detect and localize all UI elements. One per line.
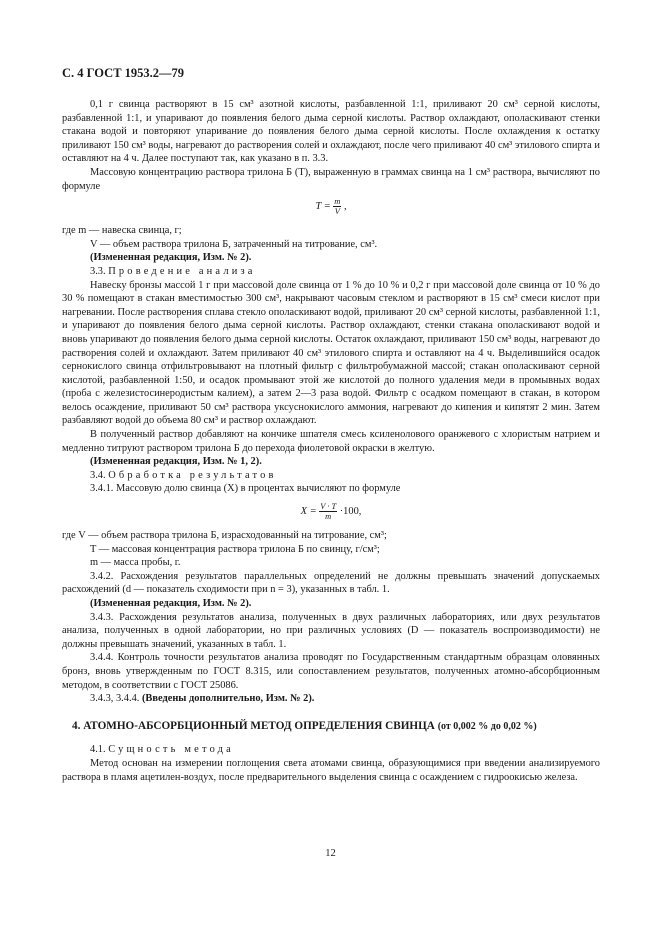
formula-lead-denominator: m	[325, 512, 332, 522]
where-m2-line: m — масса пробы, г.	[90, 557, 181, 569]
paragraph-lead-dissolution: 0,1 г свинца растворяют в 15 см³ азотной кислоты, разбавленной 1:1, приливают 20 см³ серной кислоты, разбавленной 1:1, и упаривают до появления белого дыма серной кислоты. Раствор охлаждают, ополаскивают стенки стакана водой и повторяют упаривание до появления белого дыма серной кислоты. После охлаждения к остатку приливают 150 см³ воды, нагревают до растворения солей и охлаждают, после чего приливают 40 см³ этилового спирта и оставляют на 4 ч. Далее поступают так, как указано в п. 3.3.	[62, 99, 600, 165]
where-v-line: V — объем раствора трилона Б, затраченный на титрование, см³.	[90, 238, 378, 250]
document-body	[62, 98, 600, 784]
section-4-title: 4. АТОМНО-АБСОРБЦИОННЫЙ МЕТОД ОПРЕДЕЛЕНИЯ СВИНЦА	[72, 719, 435, 732]
paragraph-3-4-1: 3.4.1. Массовую долю свинца (X) в процентах вычисляют по формуле	[90, 483, 401, 495]
paragraph-4-1: Метод основан на измерении поглощения света атомами свинца, образующимися при введении анализируемого раствора в пламя ацетилен-воздух, после предварительного выделения свинца с осаждением с гидроокисью железа.	[62, 757, 600, 783]
section-4-1-heading	[62, 743, 600, 757]
formula-titer-denominator: V	[334, 207, 340, 217]
paragraph-trilon-concentration: Массовую концентрацию раствора трилона Б (Т), выраженную в граммах свинца на 1 см³ раствора, вычисляют по формуле	[62, 166, 600, 192]
section-3-3-number: 3.3.	[90, 265, 106, 277]
section-4-range: (от 0,002 % до 0,02 %)	[437, 720, 537, 732]
amendment-note-4-prefix: 3.4.3, 3.4.4.	[90, 693, 140, 705]
paragraph-3-4-3: 3.4.3. Расхождения результатов анализа, полученных в двух различных лабораториях, или двух результатов анализа, полученных в одной лаборатории, но при различных условиях (D — показатель воспроизводимости) не должны превышать значений, указанных в табл. 1.	[62, 611, 600, 650]
where-t-line: T — массовая концентрация раствора трилона Б по свинцу, г/см³;	[90, 543, 380, 555]
page-number: 12	[325, 848, 336, 859]
where-m-line: где m — навеска свинца, г;	[62, 225, 182, 237]
formula-titer-numerator: m	[334, 197, 341, 207]
paragraph-3-4-4: 3.4.4. Контроль точности результатов анализа проводят по Государственным стандартным образцам оловянных бронз, вновь утвержденным по ГОСТ 8.315, или сопоставлением результатов, полученных атомно-абсорбционным методом, в соответствии с ГОСТ 25086.	[62, 652, 600, 691]
section-3-3-title: Проведение анализа	[108, 265, 256, 277]
section-3-4-heading	[62, 469, 600, 483]
formula-titer	[62, 197, 600, 216]
amendment-note-3: (Измененная редакция, Изм. № 2).	[90, 598, 252, 609]
section-3-3-heading	[62, 265, 600, 279]
where-v2-line: где V — объем раствора трилона Б, израсходованный на титрование, см³;	[62, 530, 387, 542]
amendment-note-4	[62, 692, 600, 706]
paragraph-titration: В полученный раствор добавляют на кончике шпателя смесь ксиленолового оранжевого с хлористым натрием и медленно титруют раствором трилона Б до перехода фиолетовой окраски в желтую.	[62, 429, 600, 454]
formula-lead-lhs: X =	[300, 505, 317, 517]
paragraph-3-4-2: 3.4.2. Расхождения результатов параллельных определений не должны превышать значений допускаемых расхождений (d — показатель сходимости при n = 3), указанных в табл. 1.	[62, 570, 600, 596]
formula-titer-tail: ,	[343, 201, 347, 213]
section-4-1-title: Сущность метода	[108, 744, 234, 756]
section-4-1-number: 4.1.	[90, 744, 106, 756]
formula-titer-lhs: T =	[315, 201, 331, 213]
section-4-heading	[62, 720, 600, 734]
formula-lead-fraction-body	[319, 502, 337, 521]
formula-lead-fraction	[62, 502, 600, 521]
amendment-note-2: (Измененная редакция, Изм. № 1, 2).	[90, 456, 262, 468]
amendment-note-4-text: (Введены дополнительно, Изм. № 2).	[141, 693, 315, 705]
formula-lead-tail: ·100,	[339, 505, 362, 517]
formula-lead-numerator: V · T	[320, 502, 337, 512]
amendment-note-1: (Измененная редакция, Изм. № 2).	[90, 252, 252, 264]
section-3-4-title: Обработка результатов	[108, 469, 277, 481]
section-3-4-number: 3.4.	[90, 469, 106, 481]
formula-titer-fraction	[333, 197, 341, 216]
page-header: С. 4 ГОСТ 1953.2—79	[62, 66, 185, 80]
paragraph-analysis-procedure: Навеску бронзы массой 1 г при массовой доле свинца от 1 % до 10 % и 0,2 г при массовой доле свинца от 10 % до 30 % помещают в стакан вместимостью 300 см³, накрывают часовым стеклом и растворяют в 15 см³ смеси кислот при нагревании. После растворения сплава стекло ополаскивают водой, приливают 20 см³ серной кислоты, разбавленной 1:1, и упаривают до появления белого дыма серной кислоты. Раствор охлаждают, стенки стакана ополаскивают водой и вновь упаривают до появления белого дыма серной кислоты. Остаток охлаждают, приливают 150 см³ воды, нагревают до растворения солей и охлаждают. Затем приливают 40 см³ этилового спирта и оставляют на 4 ч. Выделившийся осадок сернокислого свинца отфильтровывают на плотный фильтр с фильтробумажной массой; стакан ополаскивают серной кислотой, разбавленной 1:50, и осадок промывают этой же кислотой до полного удаления меди в промывных водах (проба с железистосинеродистым калием), а затем 2—3 раза водой. Фильтр с осадком помещают в стакан, в котором велось осаждение, приливают 50 см³ раствора уксуснокислого аммония, нагревают до кипения и кипятят 2 мин. Затем разбавляют водой до объема 80 см³ и раствор охлаждают.	[62, 279, 600, 427]
